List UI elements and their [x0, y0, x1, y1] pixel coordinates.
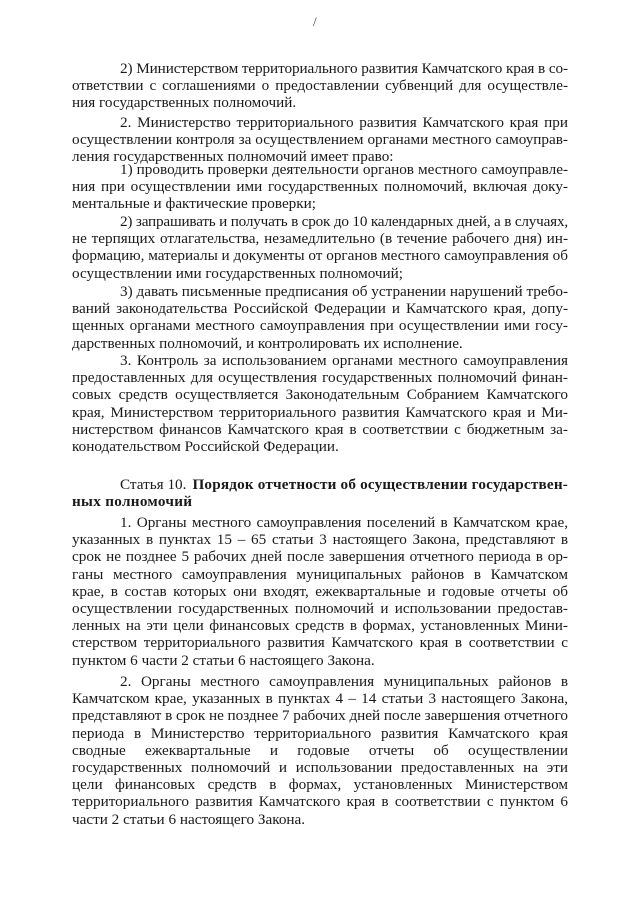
page-mark: /: [313, 14, 317, 29]
paragraph-line: осуществлении государственных полномочий и использовании предостав-: [72, 600, 568, 617]
paragraph-line: цели финансовых средств в формах, установленных Министерством: [72, 776, 568, 794]
paragraph-line: государственных полномочий и использовании предоставленных на эти: [72, 759, 568, 776]
paragraph-line: сводные ежеквартальные и годовые отчеты об осуществлении: [72, 741, 568, 759]
paragraph-line: ления государственных полномочий имеет право:: [72, 148, 394, 166]
paragraph-line: крае, в состав которых они входят, ежеквартальные и годовые отчеты об: [72, 582, 568, 600]
paragraph-line: территориального развития Камчатского края в соответствии с пунктом 6: [72, 793, 568, 811]
paragraph-line: края, Министерством территориального развития Камчатского края и Ми-: [72, 403, 568, 421]
paragraph-line: формацию, материалы и документы от органов местного самоуправления об: [72, 247, 568, 265]
paragraph-line: ваний законодательства Российской Федерации и Камчатского края, допу-: [72, 300, 568, 318]
paragraph-line: периода в Министерство территориального развития Камчатского края: [72, 724, 568, 742]
paragraph-line: Камчатском крае, указанных в пунктах 4 – 14 статьи 3 настоящего Закона,: [72, 690, 568, 708]
paragraph-line: 2) Министерством территориального развития Камчатского края в со-: [120, 60, 568, 77]
paragraph-line: совых средств осуществляется Законодательным Собранием Камчатского: [72, 386, 568, 404]
article-title: ных полномочий: [72, 493, 193, 511]
paragraph-line: ментальные и фактические проверки;: [72, 195, 317, 213]
paragraph-line: представляют в срок не позднее 7 рабочих дней после завершения отчетного: [72, 707, 568, 725]
paragraph-line: ленных на эти цели финансовых средств в формах, установленных Мини-: [72, 617, 568, 635]
paragraph-line: ния при осуществлении ими государственных полномочий, включая доку-: [72, 178, 568, 196]
paragraph-line: ганы местного самоуправления муниципальных районов в Камчатском: [72, 565, 568, 583]
paragraph-line: части 2 статьи 6 настоящего Закона.: [72, 810, 306, 828]
paragraph-line: щенных органами местного самоуправления при осуществлении ими госу-: [72, 317, 568, 335]
paragraph-line: 2) запрашивать и получать в срок до 10 календарных дней, а в случаях,: [120, 213, 568, 230]
paragraph-line: конодательством Российской Федерации.: [72, 438, 339, 455]
paragraph-line: 3) давать письменные предписания об устранении нарушений требо-: [120, 283, 568, 300]
paragraph-line: ния государственных полномочий.: [72, 94, 297, 112]
paragraph-line: стерством территориального развития Камчатского края в соответствии с: [72, 634, 568, 652]
paragraph-line: 3. Контроль за использованием органами местного самоуправления: [120, 352, 568, 369]
paragraph-line: ответствии с соглашениями о предоставлении субвенций для осуществле-: [72, 77, 568, 95]
paragraph-line: осуществлении ими государственных полномочий;: [72, 264, 404, 282]
paragraph-line: нистерством финансов Камчатского края в соответствии с бюджетным за-: [72, 420, 568, 438]
paragraph-line: 2. Органы местного самоуправления муниципальных районов в: [120, 673, 568, 690]
paragraph-line: не терпящих отлагательства, незамедлительно (в течение рабочего дня) ин-: [72, 230, 568, 248]
paragraph-line: предоставленных для осуществления государственных полномочий финан-: [72, 369, 568, 387]
paragraph-line: осуществлении контроля за осуществлением органами местного самоуправ-: [72, 131, 568, 149]
paragraph-line: 1) проводить проверки деятельности органов местного самоуправле-: [120, 161, 568, 178]
article-number: Статья 10.: [120, 476, 187, 493]
paragraph-line: дарственных полномочий, и контролировать их исполнение.: [72, 334, 463, 352]
paragraph-line: 1. Органы местного самоуправления поселений в Камчатском крае,: [120, 514, 568, 531]
paragraph-line: указанных в пунктах 15 – 65 статьи 3 настоящего Закона, представляют в: [72, 531, 568, 549]
paragraph-line: пунктом 6 части 2 статьи 6 настоящего Закона.: [72, 651, 375, 669]
paragraph-line: срок не позднее 5 рабочих дней после завершения отчетного периода в ор-: [72, 548, 568, 566]
paragraph-line: 2. Министерство территориального развития Камчатского края при: [120, 114, 568, 131]
article-title: Порядок отчетности об осуществлении государствен-: [192, 476, 568, 493]
